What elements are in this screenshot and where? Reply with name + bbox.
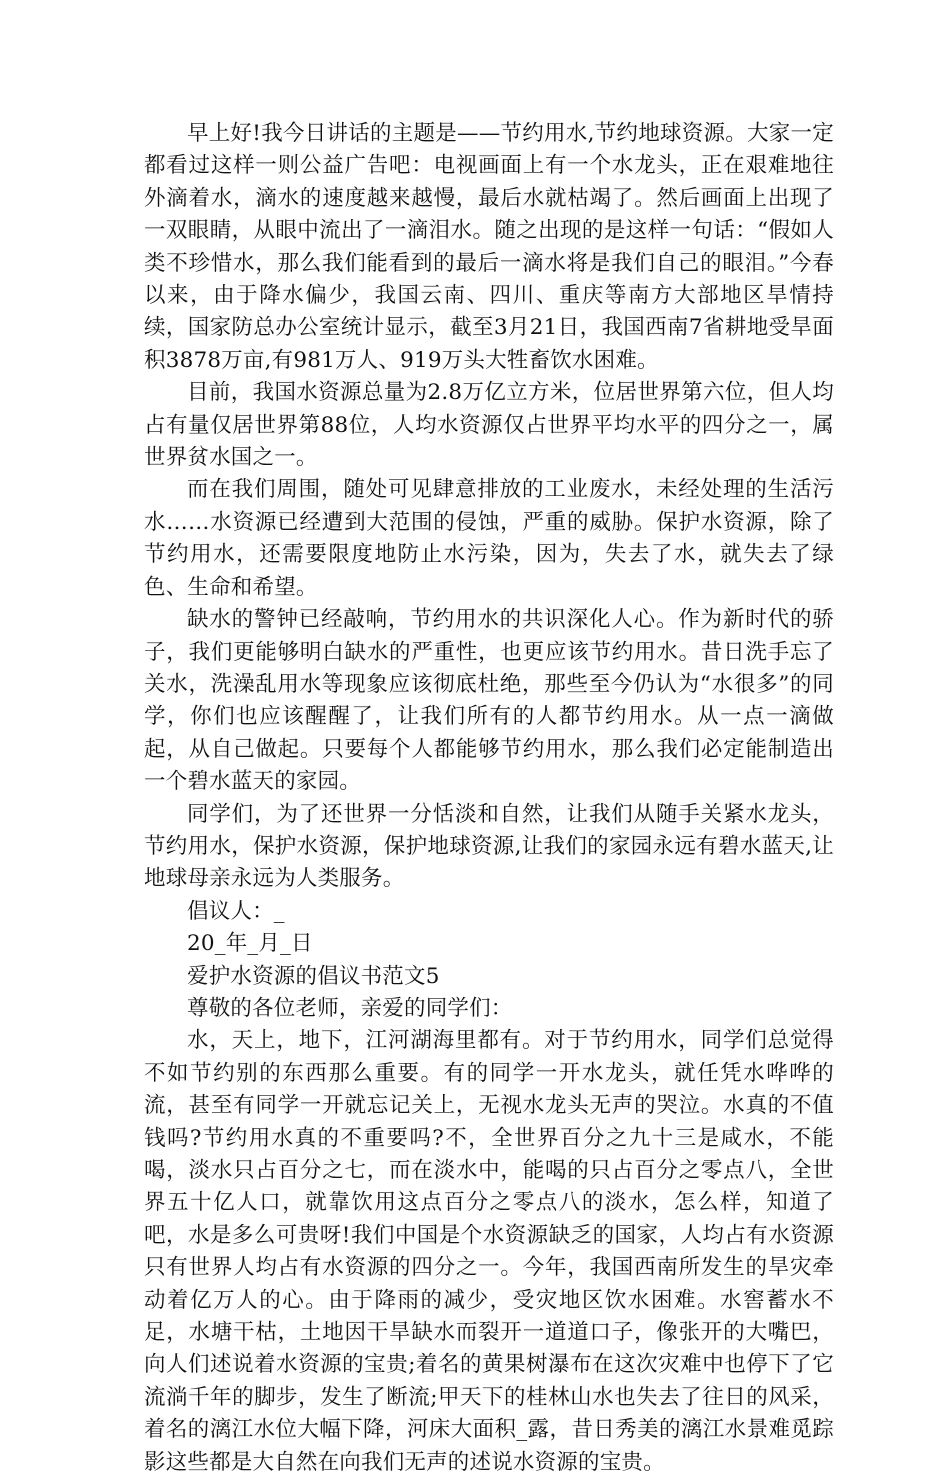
section-title: 爱护水资源的倡议书范文5 bbox=[187, 963, 440, 989]
date-line: 20_年_月_日 bbox=[187, 931, 313, 957]
paragraph-intro: 早上好!我今日讲话的主题是——节约用水,节约地球资源。大家一定都看过这样一则公益广告吧：电视画面上有一个水龙头，正在艰难地往外滴着水，滴水的速度越来越慢，最后水就枯竭了。然后画面上出现了一双眼睛，从眼中流出了一滴泪水。随之出现的是这样一句话：“假如人类不珍惜水，那么我们能看到的最后一滴水将是我们自己的眼泪。”今春以来，由于降水偏少，我国云南、四川、重庆等南方大部地区旱情持续，国家防总办公室统计显示，截至3月21日，我国西南7省耕地受旱面积3878万亩,有981万人、919万头大牲畜饮水困难。 bbox=[144, 121, 834, 373]
paragraph-pollution: 而在我们周围，随处可见肆意排放的工业废水，未经处理的生活污水……水资源已经遭到大范围的侵蚀，严重的威胁。保护水资源，除了节约用水，还需要限度地防止水污染，因为，失去了水，就失去了绿色、生命和希望。 bbox=[144, 477, 834, 600]
paragraph-final: 水，天上，地下，江河湖海里都有。对于节约用水，同学们总觉得不如节约别的东西那么重要。有的同学一开水龙头，就任凭水哗哗的流，甚至有同学一开就忘记关上，无视水龙头无声的哭泣。水真的不值钱吗?节约用水真的不重要吗?不，全世界百分之九十三是咸水，不能喝，淡水只占百分之七，而在淡水中，能喝的只占百分之零点八，全世界五十亿人口，就靠饮用这点百分之零点八的淡水，怎么样，知道了吧，水是多么可贵呀!我们中国是个水资源缺乏的国家，人均占有水资源只有世界人均占有水资源的四分之一。今年，我国西南所发生的旱灾牵动着亿万人的心。由于降雨的减少，受灾地区饮水困难。水窖蓄水不足，水塘干枯，土地因干旱缺水而裂开一道道口子，像张开的大嘴巴，向人们述说着水资源的宝贵;着名的黄果树瀑布在这次灾难中也停下了它流淌千年的脚步，发生了断流;甲天下的桂林山水也失去了往日的风采，着名的漓江水位大幅下降，河床大面积_露，昔日秀美的漓江水景难觅踪影这些都是大自然在向我们无声的述说水资源的宝贵。 bbox=[144, 1028, 834, 1475]
paragraph-warning: 缺水的警钟已经敲响，节约用水的共识深化人心。作为新时代的骄子，我们更能够明白缺水的严重性，也更应该节约用水。昔日洗手忘了关水，洗澡乱用水等现象应该彻底杜绝，那些至今仍认为“水很多”的同学，你们也应该醒醒了，让我们所有的人都节约用水。从一点一滴做起，从自己做起。只要每个人都能够节约用水，那么我们必定能制造出一个碧水蓝天的家园。 bbox=[144, 607, 834, 795]
signature-line: 倡议人：_ bbox=[187, 898, 285, 924]
document-body bbox=[144, 118, 834, 1479]
salutation: 尊敬的各位老师，亲爱的同学们： bbox=[187, 995, 513, 1021]
paragraph-call-to-action: 同学们，为了还世界一分恬淡和自然，让我们从随手关紧水龙头，节约用水，保护水资源，保护地球资源,让我们的家园永远有碧水蓝天,让地球母亲永远为人类服务。 bbox=[144, 801, 834, 892]
paragraph-water-resources: 目前，我国水资源总量为2.8万亿立方米，位居世界第六位，但人均占有量仅居世界第88位，人均水资源仅占世界平均水平的四分之一，属世界贫水国之一。 bbox=[144, 380, 834, 471]
